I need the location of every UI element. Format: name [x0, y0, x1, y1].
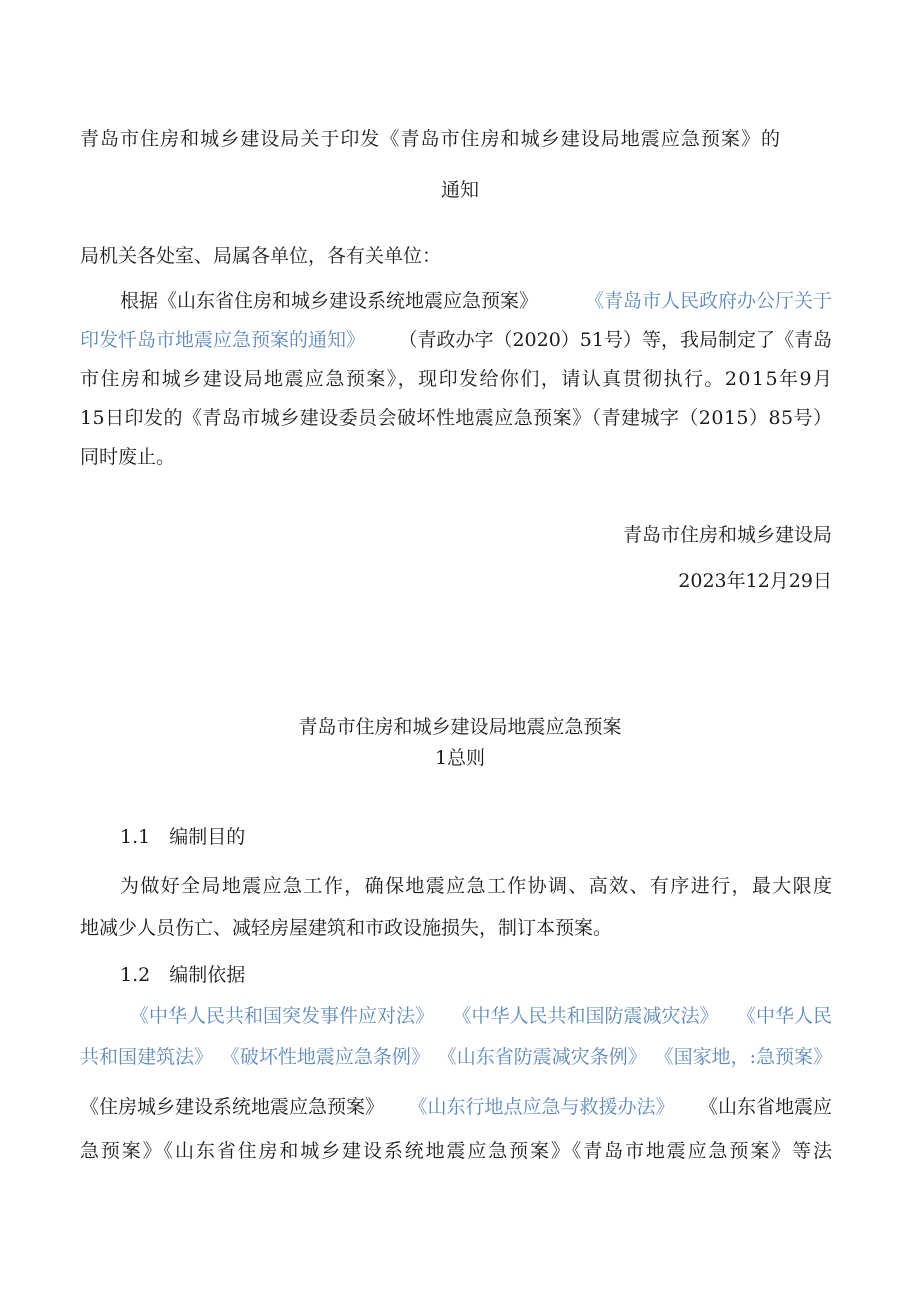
notice-body-line2 [80, 327, 832, 353]
notice-signature: 青岛市住房和城乡建设局 [622, 524, 832, 546]
notice-body-line3 [80, 366, 832, 392]
plan-title: 青岛市住房和城乡建设局地震应急预案 [298, 716, 622, 738]
notice-title-line1 [80, 126, 780, 152]
section-1-1-heading: 1.1 编制目的 [120, 826, 246, 848]
law-link[interactable]: 《国家地，:急预案》 [654, 1046, 832, 1068]
law-link[interactable]: 共和国建筑法》 [80, 1046, 214, 1068]
notice-body-link[interactable]: 印发忏岛市地震应急预案的通知》 [80, 329, 366, 351]
notice-body-line4 [80, 405, 832, 431]
notice-body-line5: 同时废止。 [80, 446, 176, 468]
notice-date: 2023年12月29日 [678, 570, 832, 592]
notice-body-link[interactable]: 《青岛市人民政府办公厅关于 [584, 290, 832, 312]
notice-body-text: 15日印发的《青岛市城乡建设委员会破坏性地震应急预案》（青建城字（2015）85号） [80, 407, 833, 429]
notice-body-text: 市住房和城乡建设局地震应急预案》，现印发给你们，请认真贯彻执行。2015年9月 [80, 368, 834, 390]
section-1-2-line4 [80, 1138, 832, 1164]
section-1-1-line1 [120, 873, 832, 899]
notice-body-line1 [120, 288, 832, 314]
notice-title-line2: 通知 [440, 179, 479, 201]
law-link[interactable]: 《山东省防震减灾条例》 [437, 1046, 647, 1068]
notice-title-text: 青岛市住房和城乡建设局关于印发《青岛市住房和城乡建设局地震应急预案》的 [80, 128, 782, 150]
law-link[interactable]: 《中华人民共和国突发事件应对法》 [130, 1005, 435, 1027]
section-1-2-line3 [80, 1094, 832, 1120]
section-1-2-line1 [130, 1003, 832, 1029]
section-1-1-line2: 地减少人员伤亡、减轻房屋建筑和市政设施损失，制订本预案。 [80, 917, 613, 939]
law-text: 《山东省地震应 [698, 1096, 832, 1118]
notice-body-text: （青政办字（2020）51号）等，我局制定了《青岛 [398, 329, 832, 351]
law-text: 急预案》《山东省住房和城乡建设系统地震应急预案》《青岛市地震应急预案》等法 [80, 1140, 834, 1162]
section-1-2-line2 [80, 1044, 832, 1070]
notice-salutation: 局机关各处室、局属各单位，各有关单位： [80, 245, 442, 267]
notice-body-text: 根据《山东省住房和城乡建设系统地震应急预案》 [120, 290, 539, 312]
plan-chapter-heading: 1总则 [434, 747, 486, 769]
law-text: 《住房城乡建设系统地震应急预案》 [80, 1096, 385, 1118]
law-link[interactable]: 《山东行地点应急与救援办法》 [408, 1096, 675, 1118]
law-link[interactable]: 《中华人民 [736, 1005, 832, 1027]
law-link[interactable]: 《破坏性地震应急条例》 [220, 1046, 430, 1068]
section-1-2-heading: 1.2 编制依据 [120, 964, 246, 986]
section-text: 为做好全局地震应急工作，确保地震应急工作协调、高效、有序进行，最大限度 [120, 875, 834, 897]
law-link[interactable]: 《中华人民共和国防震减灾法》 [452, 1005, 719, 1027]
